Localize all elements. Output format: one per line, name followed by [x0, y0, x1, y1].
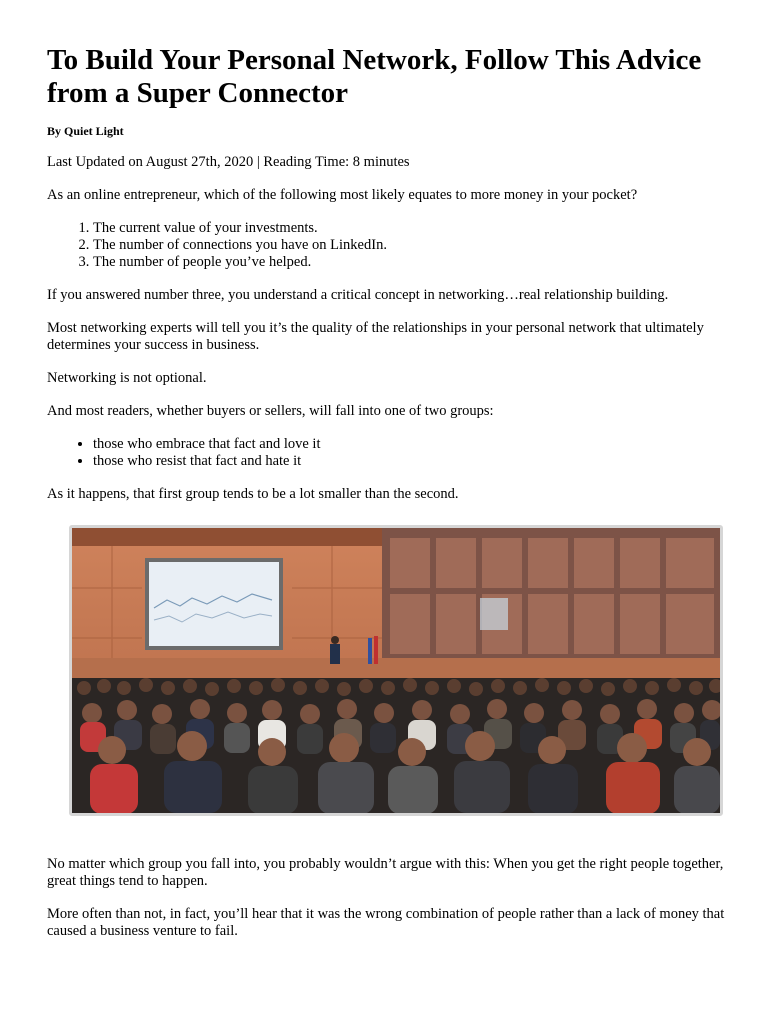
options-list	[47, 220, 727, 271]
groups-list	[47, 436, 727, 470]
article-meta: Last Updated on August 27th, 2020 | Reading Time: 8 minutes	[47, 154, 410, 170]
conference-photo-illustration	[72, 528, 720, 813]
paragraph-experts: Most networking experts will tell you it’s the quality of the relationships in your personal network that ultimately determines your success in business.	[47, 320, 704, 353]
conference-photo	[69, 525, 723, 816]
paragraph-no-matter: No matter which group you fall into, you probably wouldn’t argue with this: When you get the right people together, great things tend to happen.	[47, 856, 724, 889]
paragraph-answer: If you answered number three, you understand a critical concept in networking…real relationship building.	[47, 287, 669, 303]
paragraph-smaller: As it happens, that first group tends to be a lot smaller than the second.	[47, 486, 459, 502]
article	[47, 44, 727, 956]
list-item: 2. The number of connections you have on LinkedIn.	[93, 237, 727, 254]
paragraph-more-often: More often than not, in fact, you’ll hear that it was the wrong combination of people rather than a lack of money that caused a business venture to fail.	[47, 906, 725, 939]
paragraph-optional: Networking is not optional.	[47, 370, 207, 386]
paragraph-groups: And most readers, whether buyers or sellers, will fall into one of two groups:	[47, 403, 494, 419]
paragraph-intro-question: As an online entrepreneur, which of the following most likely equates to more money in your pocket?	[47, 187, 638, 203]
article-title: To Build Your Personal Network, Follow This Advice from a Super Connector	[47, 44, 702, 109]
list-item: • those who resist that fact and hate it	[93, 453, 727, 470]
list-item: • those who embrace that fact and love it	[93, 436, 727, 453]
list-item: 1. The current value of your investments.	[93, 220, 727, 237]
list-item: 3. The number of people you’ve helped.	[93, 254, 727, 271]
byline: By Quiet Light	[47, 124, 124, 138]
